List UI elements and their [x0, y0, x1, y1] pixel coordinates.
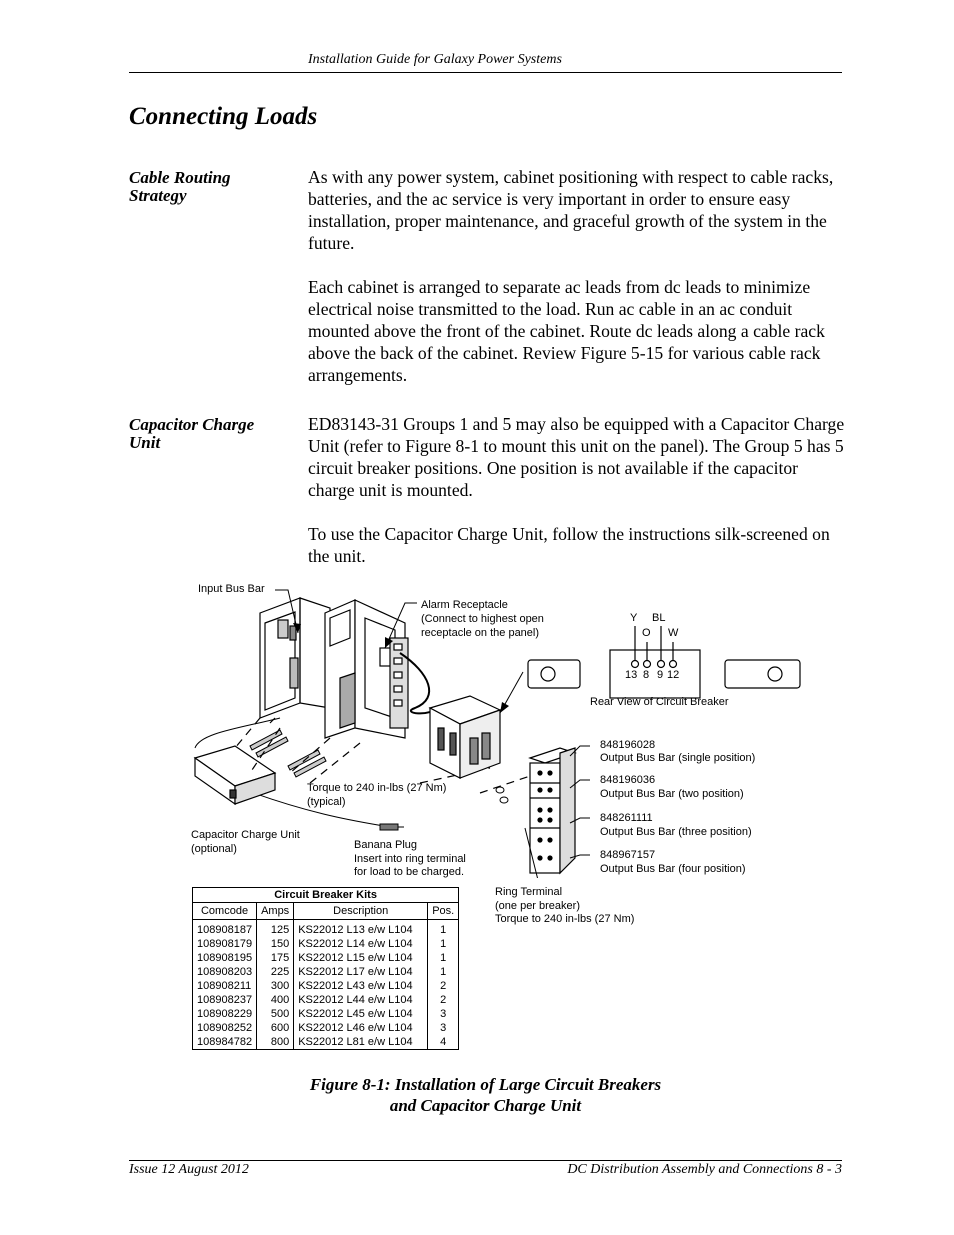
- table-row: [193, 1007, 459, 1021]
- footer-rule: [129, 1160, 842, 1161]
- side-heading-cable-routing: Cable Routing Strategy: [129, 168, 231, 205]
- label-alarm-receptacle: Alarm Receptacle: [421, 599, 508, 611]
- footer-page: DC Distribution Assembly and Connections 8 - 3: [567, 1162, 842, 1177]
- table-cell: KS22012 L13 e/w L104: [294, 920, 428, 938]
- label-alarm-receptacle-note: (Connect to highest open: [421, 613, 544, 625]
- body-cable-routing: [308, 166, 848, 386]
- ring-terminal-title: Ring Terminal: [495, 886, 563, 898]
- table-cell: 1: [428, 965, 459, 979]
- bus-bar-code: 848196028: [600, 739, 656, 751]
- table-cell: 300: [257, 979, 294, 993]
- table-cell: 1: [428, 951, 459, 965]
- paragraph: ED83143-31 Groups 1 and 5 may also be equipped with a Capacitor Charge Unit (refer to Figure 8-1 to mount this unit on the panel). The Group 5 has 5 circuit breaker positions. One position is not available if the capacitor charge unit is mounted.: [308, 414, 845, 500]
- table-row: [193, 951, 459, 965]
- terminal-number: 8: [643, 669, 650, 681]
- figure-caption: [129, 1074, 842, 1116]
- bus-bar-desc: Output Bus Bar (single position): [600, 752, 756, 764]
- table-cell: 108908237: [193, 993, 257, 1007]
- table-cell: 108908187: [193, 920, 257, 938]
- table-cell: 150: [257, 937, 294, 951]
- wire-letter-y: Y: [630, 612, 638, 624]
- wire-letter-w: W: [668, 627, 679, 639]
- table-body: [193, 920, 459, 1050]
- label-banana-plug: Banana Plug: [354, 839, 417, 851]
- label-input-bus-bar: Input Bus Bar: [198, 583, 265, 595]
- table-row: [193, 937, 459, 951]
- table-cell: 125: [257, 920, 294, 938]
- table-cell: KS22012 L14 e/w L104: [294, 937, 428, 951]
- column-header: Pos.: [428, 903, 459, 920]
- table-cell: 400: [257, 993, 294, 1007]
- table-cell: 500: [257, 1007, 294, 1021]
- side-heading-capacitor-charge-unit: Capacitor Charge Unit: [129, 415, 255, 452]
- circuit-breaker-kits-table: [192, 887, 459, 1050]
- label-banana-plug-note: Insert into ring terminal: [354, 853, 466, 865]
- table-cell: 3: [428, 1007, 459, 1021]
- paragraph: Each cabinet is arranged to separate ac leads from dc leads to minimize electrical noise transmitted to the load. Run ac cable in an ac conduit mounted above the front of the cabinet. Route dc leads along a cable rack above the back of the cabinet. Review Figure 5-15 for various cable rack arrangements.: [308, 277, 825, 385]
- table-cell: 108984782: [193, 1035, 257, 1050]
- paragraph: As with any power system, cabinet positioning with respect to cable racks, batteries, and the ac service is very important in order to ensure easy installation, proper maintenance, and graceful growth of the system in the future.: [308, 167, 834, 253]
- table-row: [193, 1035, 459, 1050]
- ring-terminal-torque: Torque to 240 in-lbs (27 Nm): [495, 913, 635, 925]
- section-title: Connecting Loads: [129, 103, 318, 130]
- terminal-number: 9: [657, 669, 664, 681]
- bus-bar-code: 848196036: [600, 774, 656, 786]
- table-cell: 2: [428, 993, 459, 1007]
- ring-terminal-note: (one per breaker): [495, 899, 580, 912]
- table-cell: 108908229: [193, 1007, 257, 1021]
- caption-line: Figure 8-1: Installation of Large Circuit Breakers: [309, 1075, 662, 1094]
- installation-diagram: [180, 578, 820, 878]
- circuit-breaker-drawing: [430, 696, 500, 778]
- column-header: Amps: [257, 903, 294, 920]
- label-rear-view: Rear View of Circuit Breaker: [590, 696, 729, 708]
- label-torque: Torque to 240 in-lbs (27 Nm): [307, 782, 447, 794]
- caption-line: and Capacitor Charge Unit: [389, 1096, 582, 1115]
- label-capacitor-charge-unit-note: (optional): [191, 843, 237, 855]
- output-bus-bars-drawing: [530, 748, 575, 873]
- terminal-number: 12: [667, 669, 680, 681]
- table-cell: 4: [428, 1035, 459, 1050]
- table-cell: 108908195: [193, 951, 257, 965]
- label-torque-note: (typical): [307, 796, 346, 808]
- column-header: Comcode: [193, 903, 257, 920]
- table-cell: 108908252: [193, 1021, 257, 1035]
- wire-letter-bl: BL: [652, 612, 666, 624]
- charge-unit-cable: [195, 718, 280, 748]
- bus-bar-desc: Output Bus Bar (four position): [600, 863, 746, 875]
- ring-terminals: [496, 787, 508, 803]
- table-row: [193, 920, 459, 938]
- label-alarm-receptacle-note: receptacle on the panel): [421, 627, 540, 639]
- running-header: Installation Guide for Galaxy Power Systems: [308, 52, 562, 67]
- table-row: [193, 979, 459, 993]
- paragraph: To use the Capacitor Charge Unit, follow the instructions silk-screened on the unit.: [308, 524, 830, 566]
- label-banana-plug-note: for load to be charged.: [354, 866, 465, 878]
- column-header: Description: [294, 903, 428, 920]
- table-cell: 108908179: [193, 937, 257, 951]
- table-cell: 1: [428, 920, 459, 938]
- table-cell: 3: [428, 1021, 459, 1035]
- table-cell: KS22012 L44 e/w L104: [294, 993, 428, 1007]
- wire-letter-o: O: [642, 627, 651, 639]
- banana-plug: [380, 824, 404, 830]
- terminal-number: 13: [625, 669, 638, 681]
- table-cell: KS22012 L17 e/w L104: [294, 965, 428, 979]
- table-cell: 800: [257, 1035, 294, 1050]
- table-row: [193, 1021, 459, 1035]
- body-capacitor-charge-unit: [308, 413, 848, 567]
- footer-issue: Issue 12 August 2012: [129, 1162, 249, 1177]
- distribution-panel-drawing: [260, 598, 408, 738]
- table-cell: 108908203: [193, 965, 257, 979]
- table-cell: KS22012 L45 e/w L104: [294, 1007, 428, 1021]
- table-cell: KS22012 L46 e/w L104: [294, 1021, 428, 1035]
- table-row: [193, 993, 459, 1007]
- table-cell: 1: [428, 937, 459, 951]
- table-row: [193, 965, 459, 979]
- table-cell: 225: [257, 965, 294, 979]
- table-cell: KS22012 L15 e/w L104: [294, 951, 428, 965]
- table-cell: KS22012 L81 e/w L104: [294, 1035, 428, 1050]
- rear-view-breaker: [528, 626, 800, 698]
- table-cell: 2: [428, 979, 459, 993]
- bus-bar-code: 848967157: [600, 849, 656, 861]
- bus-bar-desc: Output Bus Bar (two position): [600, 788, 744, 800]
- label-capacitor-charge-unit: Capacitor Charge Unit: [191, 829, 300, 841]
- table-cell: KS22012 L43 e/w L104: [294, 979, 428, 993]
- table-title: Circuit Breaker Kits: [193, 888, 459, 903]
- table-cell: 175: [257, 951, 294, 965]
- bus-bar-desc: Output Bus Bar (three position): [600, 826, 752, 838]
- table-cell: 600: [257, 1021, 294, 1035]
- bus-bar-code: 848261111: [600, 812, 653, 824]
- header-rule: [129, 72, 842, 73]
- table-cell: 108908211: [193, 979, 257, 993]
- label-ring-terminal: [495, 886, 634, 927]
